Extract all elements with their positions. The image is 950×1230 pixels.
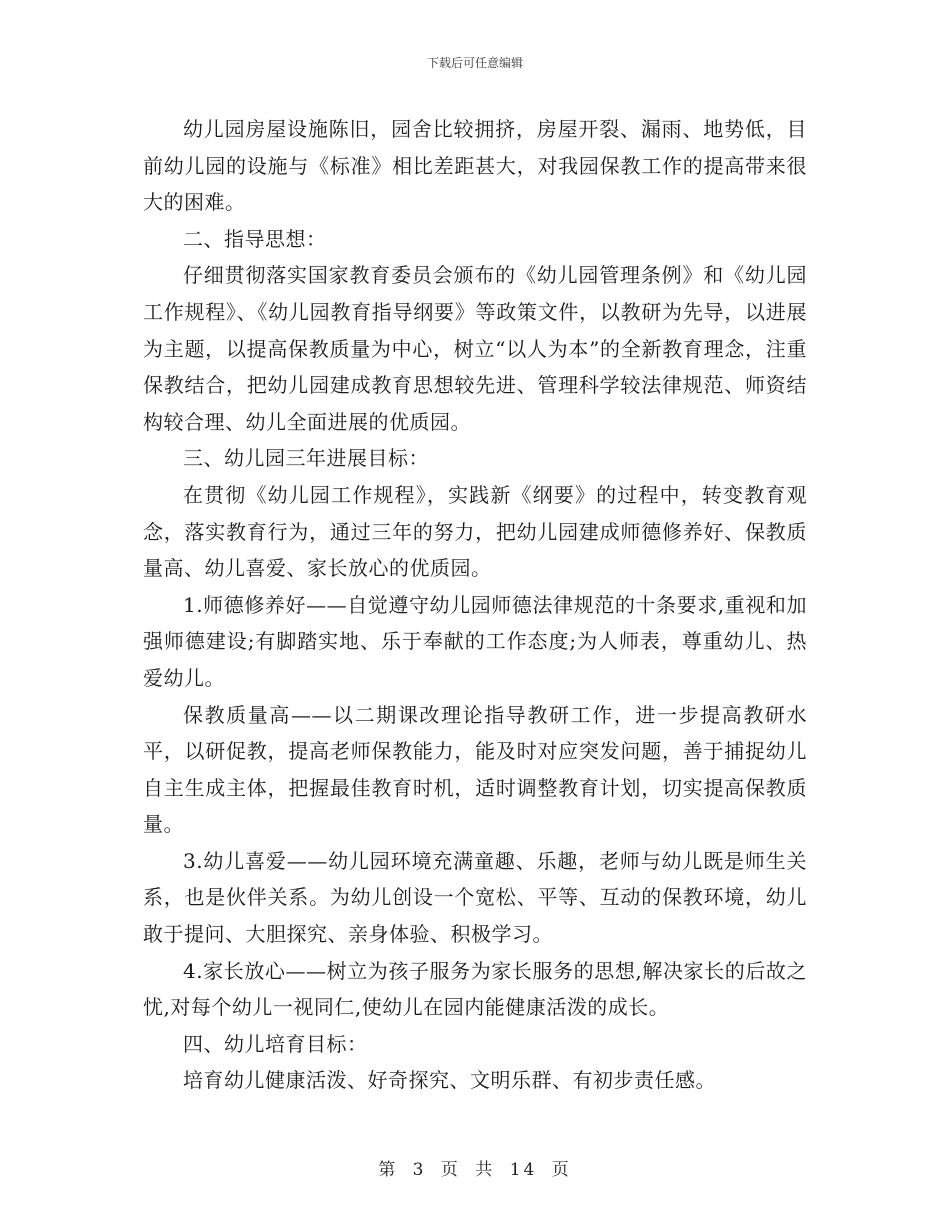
paragraph-children-goals: 培育幼儿健康活泼、好奇探究、文明乐群、有初步责任感。 xyxy=(183,1068,716,1093)
paragraph-teaching-quality: 保教质量高——以二期课改理论指导教研工作，进一步提高教研水平，以研促教，提高老师保教能力，能及时对应突发问题，善于捕捉幼儿自主生成主体，把握最佳教育时机，适时调整教育计划，切实提高保教质量。 xyxy=(143,702,807,837)
heading-children-goals: 四、幼儿培育目标： xyxy=(183,1031,368,1056)
paragraph-teacher-ethics: 1.师德修养好——自觉遵守幼儿园师德法律规范的十条要求,重视和加强师德建设;有脚踏实地、乐于奉献的工作态度;为人师表，尊重幼儿、热爱幼儿。 xyxy=(143,592,807,690)
paragraph-guiding-ideology: 仔细贯彻落实国家教育委员会颁布的《幼儿园管理条例》和《幼儿园工作规程》、《幼儿园教育指导纲要》等政策文件，以教研为先导，以进展为主题，以提高保教质量为中心，树立“以人为本”的全新教育理念，注重保教结合，把幼儿园建成教育思想较先进、管理科学较法律规范、师资结构较合理、幼儿全面进展的优质园。 xyxy=(143,263,807,434)
paragraph-children-love: 3.幼儿喜爱——幼儿园环境充满童趣、乐趣，老师与幼儿既是师生关系，也是伙伴关系。为幼儿创设一个宽松、平等、互动的保教环境，幼儿敢于提问、大胆探究、亲身体验、积极学习。 xyxy=(143,848,807,947)
paragraph-three-year-goals: 在贯彻《幼儿园工作规程》，实践新《纲要》的过程中，转变教育观念，落实教育行为，通过三年的努力，把幼儿园建成师德修养好、保教质量高、幼儿喜爱、家长放心的优质园。 xyxy=(143,482,807,581)
heading-three-year-goals: 三、幼儿园三年进展目标： xyxy=(183,446,429,471)
page-footer: 第 3 页 共 14 页 xyxy=(378,1160,572,1180)
document-body xyxy=(143,111,807,1099)
paragraph-facilities: 幼儿园房屋设施陈旧，园舍比较拥挤，房屋开裂、漏雨、地势低，目前幼儿园的设施与《标准》相比差距甚大，对我园保教工作的提高带来很大的困难。 xyxy=(143,117,807,215)
paragraph-parents-assured: 4.家长放心——树立为孩子服务为家长服务的思想,解决家长的后故之忧,对每个幼儿一视同仁,使幼儿在园内能健康活泼的成长。 xyxy=(143,958,807,1020)
heading-guiding-ideology: 二、指导思想： xyxy=(183,226,327,251)
page-header: 下载后可任意编辑 xyxy=(426,56,523,70)
